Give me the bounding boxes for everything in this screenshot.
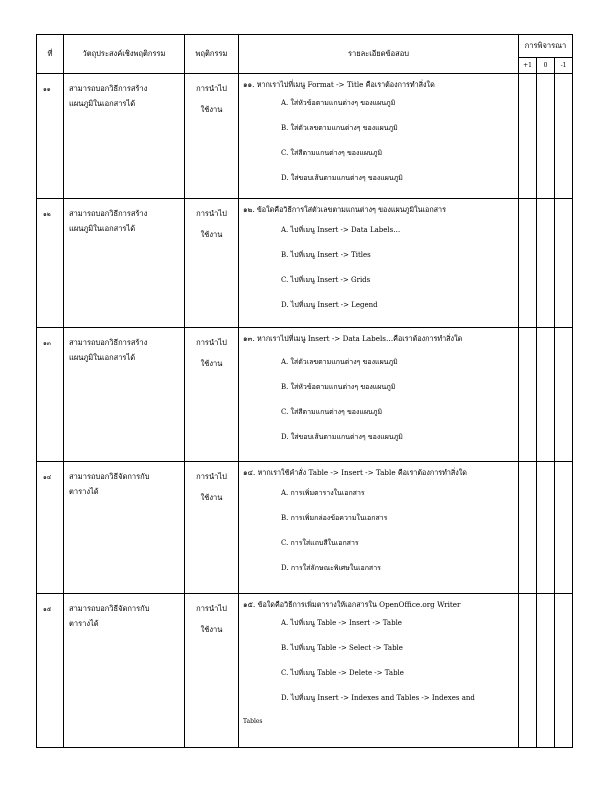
header-no: ที่ [37,35,64,74]
judge-plus-cell[interactable] [519,74,537,199]
row-behavior [185,74,239,199]
row-number: ๑๕ [37,594,64,748]
judge-zero-cell[interactable] [537,328,555,462]
option-b: B. ใส่ตัวเลขตามแกนต่างๆ ของแผนภูมิ [281,124,398,132]
row-number: ๑๑ [37,74,64,199]
question-text: ๑๑. หากเราไปที่เมนู Format -> Title คือเราต้องการทำสิ่งใด [243,80,435,89]
option-b: B. ไปที่เมนู Table -> Select -> Table [281,644,403,652]
judge-plus-cell[interactable] [519,328,537,462]
table-row [37,594,573,748]
row-behavior [185,594,239,748]
option-d: D. ใส่ขอบเส้นตามแกนต่างๆ ของแผนภูมิ [281,174,403,182]
row-question [239,462,519,594]
behavior-line: การนำไป [196,472,227,481]
judge-zero-cell[interactable] [537,199,555,328]
objective-line: แผนภูมิในเอกสารได้ [69,353,136,362]
row-behavior [185,199,239,328]
header-judgement: การพิจารณา [519,35,573,58]
question-text: ๑๒. ข้อใดคือวิธีการใส่ตัวเลขตามแกนต่างๆ ของแผนภูมิในเอกสาร [243,205,446,214]
table-row [37,328,573,462]
row-number: ๑๓ [37,328,64,462]
header-objective: วัตถุประสงค์เชิงพฤติกรรม [64,35,185,74]
option-a: A. ไปที่เมนู Table -> Insert -> Table [281,619,402,627]
behavior-line: ใช้งาน [200,105,223,114]
objective-line: สามารถบอกวิธีการสร้าง [69,338,148,347]
row-number: ๑๒ [37,199,64,328]
option-d: D. ใส่ขอบเส้นตามแกนต่างๆ ของแผนภูมิ [281,433,403,441]
option-c: C. การใส่แถบสีในเอกสาร [281,539,359,547]
option-d-text: D. ไปที่เมนู Insert -> Indexes and Tables -> Indexes and [281,694,475,702]
row-behavior [185,462,239,594]
row-objective [64,74,185,199]
row-question [239,199,519,328]
objective-line: สามารถบอกวิธีจัดการกับ [69,604,150,613]
behavior-line: ใช้งาน [200,359,223,368]
option-d: D. ไปที่เมนู Insert -> Legend [281,301,378,309]
table-row [37,199,573,328]
row-objective [64,199,185,328]
row-objective [64,328,185,462]
judge-minus-cell[interactable] [555,594,573,748]
option-c: C. ไปที่เมนู Insert -> Grids [281,276,371,284]
objective-line: แผนภูมิในเอกสารได้ [69,224,136,233]
option-c: C. ใส่สีตามแกนต่างๆ ของแผนภูมิ [281,149,383,157]
behavior-line: ใช้งาน [200,625,223,634]
question-text: ๑๕. ข้อใดคือวิธีการเพิ่มตารางให้เอกสารใน OpenOffice.org Writer [243,600,461,609]
header-judge-zero: 0 [537,58,555,74]
option-b: B. ใส่หัวข้อตามแกนต่างๆ ของแผนภูมิ [281,383,396,391]
question-text: ๑๓. หากเราไปที่เมนู Insert -> Data Labels…คือเราต้องการทำสิ่งใด [243,334,463,343]
behavior-line: การนำไป [196,604,227,613]
objective-line: ตารางได้ [69,619,99,628]
option-d-tail: Tables [243,718,263,725]
judge-zero-cell[interactable] [537,74,555,199]
objective-line: ตารางได้ [69,487,99,496]
judge-plus-cell[interactable] [519,199,537,328]
judge-minus-cell[interactable] [555,462,573,594]
judge-plus-cell[interactable] [519,594,537,748]
behavior-line: ใช้งาน [200,230,223,239]
judge-minus-cell[interactable] [555,328,573,462]
behavior-line: การนำไป [196,84,227,93]
judge-zero-cell[interactable] [537,594,555,748]
objective-line: แผนภูมิในเอกสารได้ [69,99,136,108]
option-a: A. ใส่หัวข้อตามแกนต่างๆ ของแผนภูมิ [281,99,396,107]
table-row [37,462,573,594]
header-judge-minus: -1 [555,58,573,74]
option-b: B. ไปที่เมนู Insert -> Titles [281,251,371,259]
option-c: C. ไปที่เมนู Table -> Delete -> Table [281,669,404,677]
header-detail: รายละเอียดข้อสอบ [239,35,519,74]
row-question [239,328,519,462]
row-objective [64,594,185,748]
option-b: B. การเพิ่มกล่องข้อความในเอกสาร [281,514,388,522]
judge-zero-cell[interactable] [537,462,555,594]
header-behavior: พฤติกรรม [185,35,239,74]
exam-table [36,34,573,748]
option-d [243,691,515,729]
behavior-line: การนำไป [196,338,227,347]
behavior-line: การนำไป [196,209,227,218]
header-judge-plus: +1 [519,58,537,74]
table-row [37,74,573,199]
objective-line: สามารถบอกวิธีการสร้าง [69,209,148,218]
row-behavior [185,328,239,462]
option-a: A. ไปที่เมนู Insert -> Data Labels… [281,226,401,234]
row-number: ๑๔ [37,462,64,594]
objective-line: สามารถบอกวิธีจัดการกับ [69,472,150,481]
judge-minus-cell[interactable] [555,74,573,199]
option-d: D. การใส่ลักษณะพิเศษในเอกสาร [281,564,381,572]
option-a: A. ใส่ตัวเลขตามแกนต่างๆ ของแผนภูมิ [281,358,398,366]
judge-plus-cell[interactable] [519,462,537,594]
option-c: C. ใส่สีตามแกนต่างๆ ของแผนภูมิ [281,408,383,416]
row-question [239,74,519,199]
objective-line: สามารถบอกวิธีการสร้าง [69,84,148,93]
question-text: ๑๔. หากเราใช้คำสั่ง Table -> Insert -> Table คือเราต้องการทำสิ่งใด [243,468,467,477]
judge-minus-cell[interactable] [555,199,573,328]
row-question [239,594,519,748]
behavior-line: ใช้งาน [200,493,223,502]
option-a: A. การเพิ่มตารางในเอกสาร [281,489,365,497]
row-objective [64,462,185,594]
